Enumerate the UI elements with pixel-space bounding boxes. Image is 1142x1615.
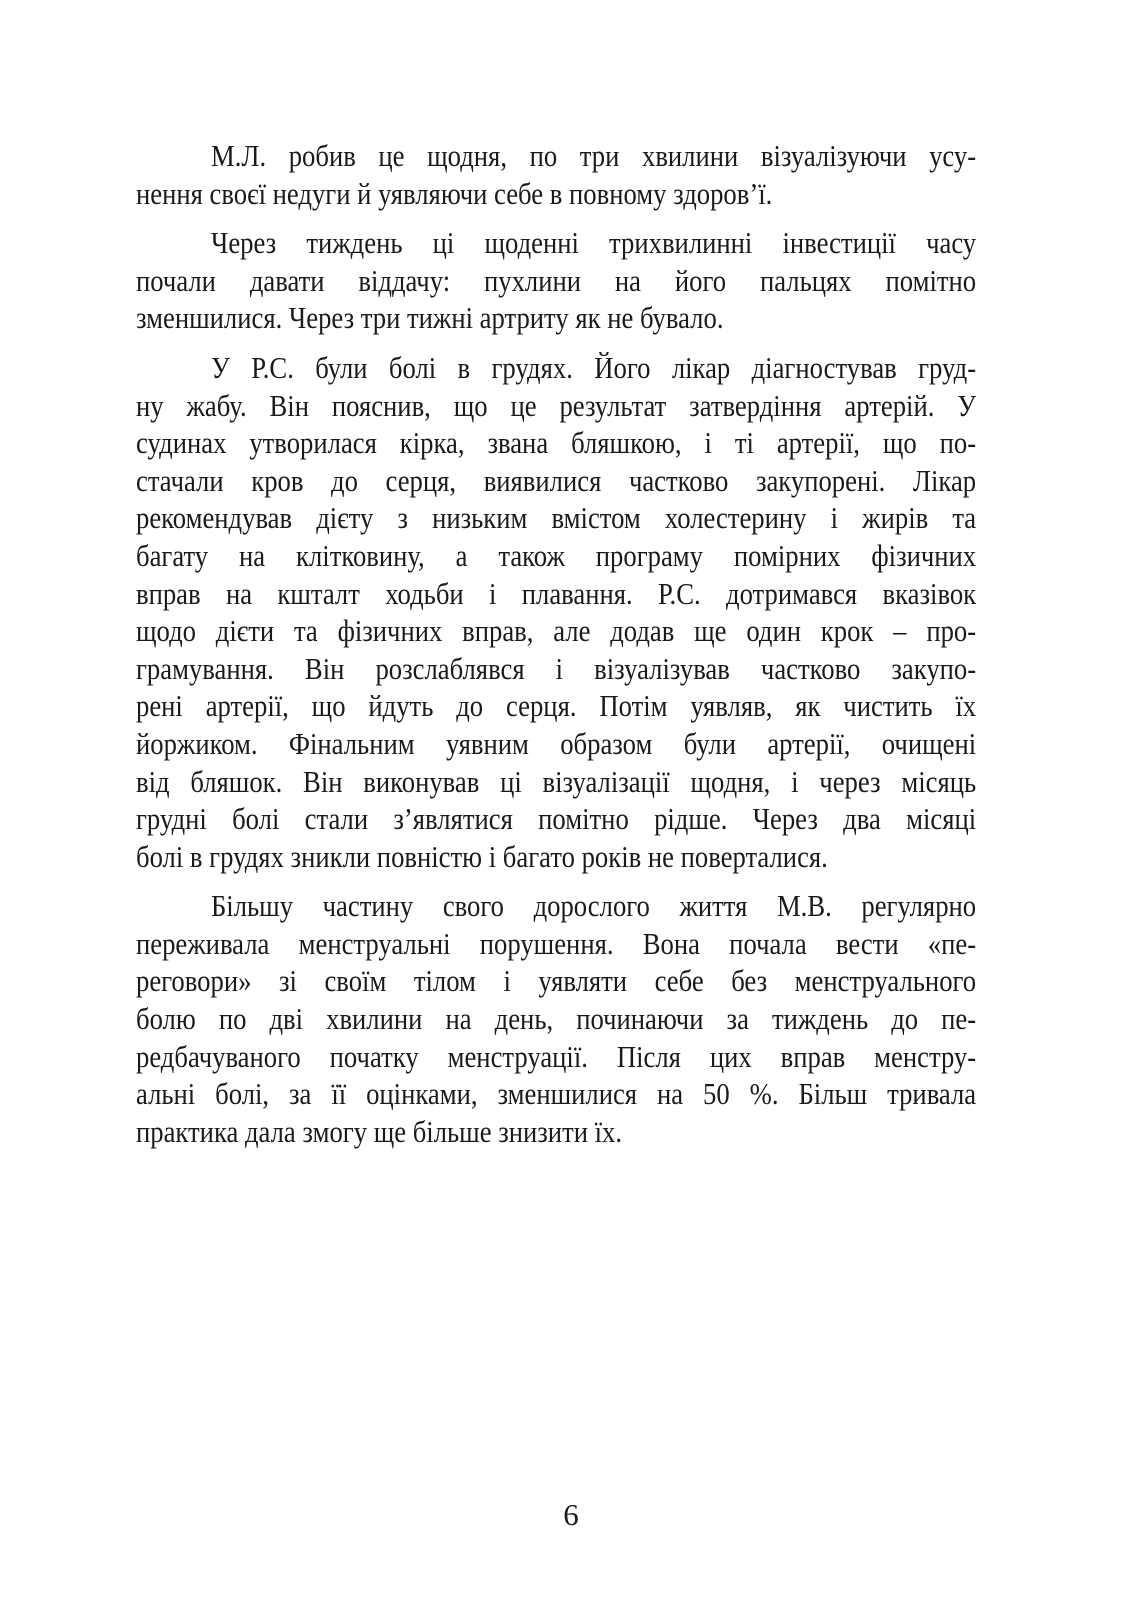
text-line: рені артерії, що йдуть до серця. Потім уявляв, як чистить їх — [136, 688, 977, 724]
text-line: грамування. Він розслаблявся і візуалізував частково закупо- — [136, 650, 977, 686]
text-line: почали давати віддачу: пухлини на його пальцях помітно — [136, 262, 977, 298]
text-line: вправ на кшталт ходьби і плавання. Р.С. дотримався вказівок — [136, 575, 977, 611]
page-number: 6 — [563, 1497, 579, 1532]
paragraph-3 — [136, 349, 976, 875]
text-line: нення своєї недуги й уявляючи себе в повному здоров’ї. — [136, 175, 773, 211]
text-line: Більшу частину свого дорослого життя М.В. регулярно — [211, 888, 977, 924]
text-line: йоржиком. Фінальним уявним образом були артерії, очищені — [136, 725, 977, 761]
text-line: М.Л. робив це щодня, по три хвилини візуалізуючи усу- — [211, 138, 977, 173]
text-line: Через тиждень ці щоденні трихвилинні інвестиції часу — [211, 225, 977, 261]
text-line: ну жабу. Він пояснив, що це результат затвердіння артерій. У — [136, 387, 977, 423]
text-line: практика дала змогу ще більше знизити їх. — [136, 1113, 623, 1149]
text-line: редбачуваного початку менструації. Після цих вправ менстру- — [136, 1038, 977, 1074]
text-line: стачали кров до серця, виявилися частково закупорені. Лікар — [136, 462, 977, 498]
text-line: болі в грудях зникли повністю і багато років не поверталися. — [136, 838, 828, 874]
text-line: багату на клітковину, а також програму помірних фізичних — [136, 537, 977, 573]
text-line: щодо дієти та фізичних вправ, але додав ще один крок – про- — [136, 613, 977, 649]
body-text — [136, 137, 976, 1162]
text-line: грудні болі стали з’являтися помітно рідше. Через два місяці — [136, 801, 977, 837]
paragraph-4 — [136, 887, 976, 1150]
text-line: від бляшок. Він виконував ці візуалізації щодня, і через місяць — [136, 763, 977, 799]
paragraph-2 — [136, 224, 976, 337]
text-line: У Р.С. були болі в грудях. Його лікар діагностував груд- — [211, 349, 977, 385]
text-line: реговори» зі своїм тілом і уявляти себе без менструального — [136, 963, 977, 999]
text-line: переживала менструальні порушення. Вона почала вести «пе- — [136, 925, 977, 961]
text-line: судинах утворилася кірка, звана бляшкою, і ті артерії, що по- — [136, 425, 977, 461]
text-line: болю по дві хвилини на день, починаючи за тиждень до пе- — [136, 1001, 977, 1037]
text-line: зменшилися. Через три тижні артриту як не бувало. — [136, 300, 724, 336]
text-line: альні болі, за її оцінками, зменшилися на 50 %. Більш тривала — [136, 1076, 977, 1112]
text-line: рекомендував дієту з низьким вмістом холестерину і жирів та — [136, 500, 977, 536]
paragraph-1 — [136, 137, 976, 212]
